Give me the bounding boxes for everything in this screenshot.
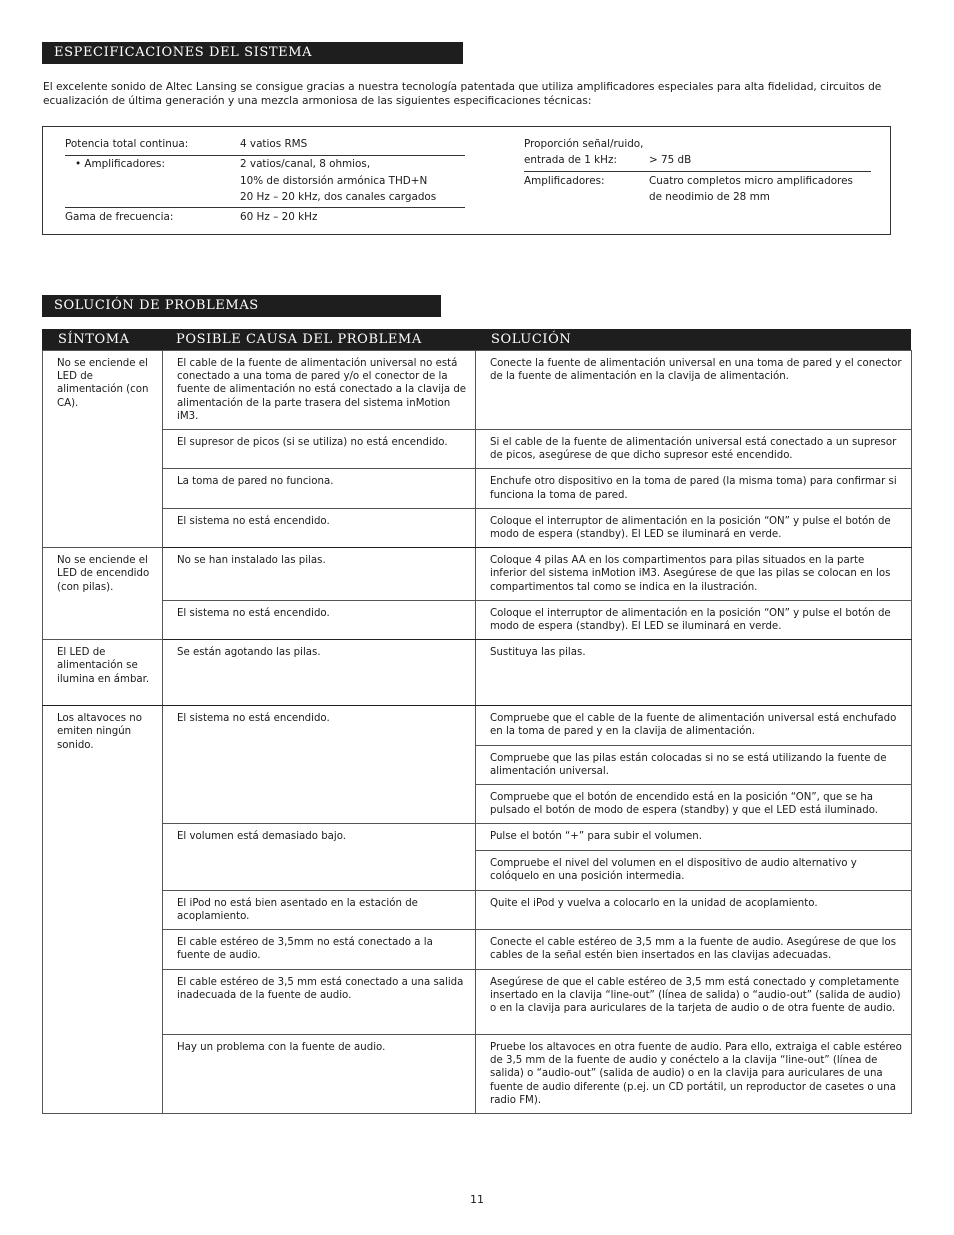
cause-cell: El iPod no está bien asentado en la estación de acoplamiento. <box>163 890 476 929</box>
spec-amps-value-2: de neodimio de 28 mm <box>649 191 770 203</box>
symptom-cell: No se enciende el LED de encendido (con pilas). <box>43 548 163 640</box>
solution-cell: Compruebe que las pilas están colocadas si no se está utilizando la fuente de alimentación universal. <box>476 745 912 784</box>
solution-cell: Sustituya las pilas. <box>476 640 912 706</box>
spec-amps-label: Amplificadores: <box>524 175 605 187</box>
symptom-cell: El LED de alimentación se ilumina en ámbar. <box>43 640 163 706</box>
spec-amp-value-2: 10% de distorsión armónica THD+N <box>240 175 428 187</box>
symptom-cell: Los altavoces no emiten ningún sonido. <box>43 706 163 1114</box>
cause-cell: El volumen está demasiado bajo. <box>163 824 476 890</box>
solution-cell: Coloque el interruptor de alimentación en la posición “ON” y pulse el botón de modo de espera (standby). El LED se iluminará en verde. <box>476 600 912 639</box>
spec-power-value: 4 vatios RMS <box>240 138 308 150</box>
symptom-cell: No se enciende el LED de alimentación (con CA). <box>43 351 163 548</box>
solution-cell: Si el cable de la fuente de alimentación universal está conectado a un supresor de picos, asegúrese de que dicho supresor esté encendido. <box>476 430 912 469</box>
solution-cell: Enchufe otro dispositivo en la toma de pared (la misma toma) para confirmar si funciona la toma de pared. <box>476 469 912 508</box>
cause-cell: El supresor de picos (si se utiliza) no está encendido. <box>163 430 476 469</box>
solution-cell: Pulse el botón “+” para subir el volumen. <box>476 824 912 850</box>
spec-snr-label-2: entrada de 1 kHz: <box>524 154 617 166</box>
solution-cell: Quite el iPod y vuelva a colocarlo en la unidad de acoplamiento. <box>476 890 912 929</box>
spec-snr-value: > 75 dB <box>649 154 692 166</box>
cause-cell: El cable estéreo de 3,5 mm está conectado a una salida inadecuada de la fuente de audio. <box>163 970 476 1035</box>
spec-freq-label: Gama de frecuencia: <box>65 211 174 223</box>
cause-cell: La toma de pared no funciona. <box>163 469 476 508</box>
table-header <box>42 329 911 350</box>
cause-cell: El cable estéreo de 3,5mm no está conectado a la fuente de audio. <box>163 930 476 970</box>
solution-cell: Pruebe los altavoces en otra fuente de audio. Para ello, extraiga el cable estéreo de 3,5 mm de la fuente de audio y conéctelo a la clavija “line-out” (línea de salida) o “audio-out” (salida de audio) o en la clavija para auriculares de una fuente de audio diferente (p.ej. un CD portátil, un reproductor de casetes o una radio FM). <box>476 1035 912 1114</box>
col-cause-header: POSIBLE CAUSA DEL PROBLEMA <box>176 332 422 347</box>
page-number: 11 <box>470 1193 484 1206</box>
specs-heading: ESPECIFICACIONES DEL SISTEMA <box>42 42 463 64</box>
spec-snr-label-1: Proporción señal/ruido, <box>524 138 644 150</box>
spec-amp-value-3: 20 Hz – 20 kHz, dos canales cargados <box>240 191 437 203</box>
spec-amps-value-1: Cuatro completos micro amplificadores <box>649 175 853 187</box>
solution-cell: Coloque el interruptor de alimentación en la posición “ON” y pulse el botón de modo de espera (standby). El LED se iluminará en verde. <box>476 508 912 547</box>
solution-cell: Asegúrese de que el cable estéreo de 3,5 mm está conectado y completamente insertado en la clavija “line-out” (línea de salida) o “audio-out” (salida de audio) o en la clavija para auriculares de la tarjeta de audio o de otra fuente de audio. <box>476 970 912 1035</box>
spec-power-label: Potencia total continua: <box>65 138 189 150</box>
specs-box <box>42 126 891 235</box>
cause-cell: El sistema no está encendido. <box>163 600 476 639</box>
solution-cell: Coloque 4 pilas AA en los compartimentos para pilas situados en la parte inferior del sistema inMotion iM3. Asegúrese de que las pilas se colocan en los compartimentos tal como se indica en la ilustración. <box>476 548 912 601</box>
solution-cell: Conecte la fuente de alimentación universal en una toma de pared y el conector de la fuente de alimentación en la clavija de alimentación. <box>476 351 912 430</box>
solution-cell: Conecte el cable estéreo de 3,5 mm a la fuente de audio. Asegúrese de que los cables de la señal estén bien insertados en las clavijas adecuadas. <box>476 930 912 970</box>
cause-cell: El sistema no está encendido. <box>163 706 476 824</box>
cause-cell: El sistema no está encendido. <box>163 508 476 547</box>
col-symptom-header: SÍNTOMA <box>58 332 130 347</box>
col-solution-header: SOLUCIÓN <box>491 332 572 347</box>
solution-cell: Compruebe el nivel del volumen en el dispositivo de audio alternativo y colóquelo en una posición intermedia. <box>476 850 912 890</box>
cause-cell: No se han instalado las pilas. <box>163 548 476 601</box>
spec-freq-value: 60 Hz – 20 kHz <box>240 211 318 223</box>
cause-cell: Hay un problema con la fuente de audio. <box>163 1035 476 1114</box>
troubleshooting-table <box>42 350 912 1114</box>
spec-divider <box>524 171 871 172</box>
solution-cell: Compruebe que el botón de encendido está en la posición “ON”, que se ha pulsado el botón de modo de espera (standby) y que el LED está iluminado. <box>476 785 912 824</box>
solution-cell: Compruebe que el cable de la fuente de alimentación universal está enchufado en la toma de pared y en la clavija de alimentación. <box>476 706 912 745</box>
spec-amp-value-1: 2 vatios/canal, 8 ohmios, <box>240 158 371 170</box>
specs-intro: El excelente sonido de Altec Lansing se consigue gracias a nuestra tecnología patentada que utiliza amplificadores especiales para alta fidelidad, circuitos de ecualización de última generación y una mezcla armoniosa de las siguientes especificaciones técnicas: <box>43 81 882 107</box>
cause-cell: Se están agotando las pilas. <box>163 640 476 706</box>
spec-amp-label: • Amplificadores: <box>75 158 165 170</box>
cause-cell: El cable de la fuente de alimentación universal no está conectado a una toma de pared y/o el conector de la fuente de alimentación no está conectado a la clavija de alimentación de la parte trasera del sistema inMotion iM3. <box>163 351 476 430</box>
spec-divider <box>65 207 465 208</box>
troubleshooting-heading: SOLUCIÓN DE PROBLEMAS <box>42 295 441 317</box>
